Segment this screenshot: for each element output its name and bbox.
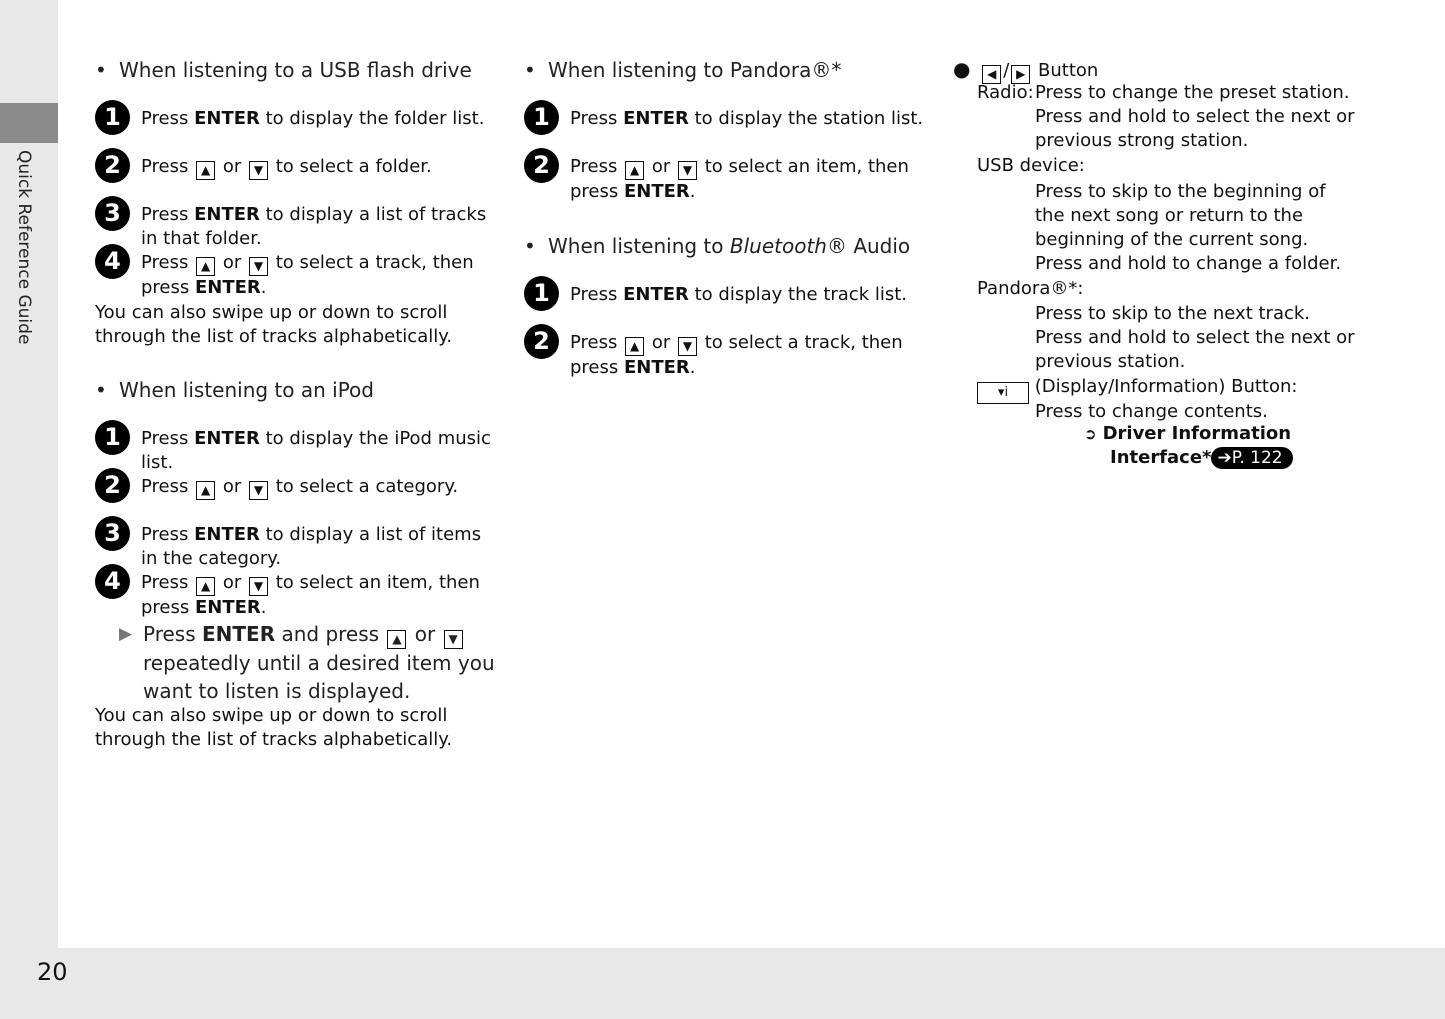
step-number: 2 [524,324,559,359]
xref-interface[interactable]: Interface* ➔P. 122 [1110,446,1293,470]
step-text: Press ▲ or ▼ to select a track, then press ENTER. [570,332,903,378]
step-number: 1 [524,276,559,311]
step-text: Press ENTER to display a list of items in the category. [141,524,482,569]
step-number: 1 [95,100,130,135]
skip-button-heading: ● ◀ / ▶ Button [953,57,1098,84]
usb-device-line-1: Press to skip to the beginning of [1035,181,1326,202]
radio-line-3: previous strong station. [1035,130,1249,151]
usb-heading: • When listening to a USB flash drive [95,58,472,82]
sidebar-section-label: Quick Reference Guide [14,150,34,345]
display-info-icon: ▾i [977,382,1029,404]
step-text: Press ENTER to display the iPod music list. [141,428,491,473]
step-number: 4 [95,564,130,599]
step-number: 2 [95,468,130,503]
right-arrow-icon: ▶ [1011,65,1030,84]
footer-band [0,948,1445,1019]
step-number: 4 [95,244,130,279]
usb-device-line-3: beginning of the current song. [1035,229,1309,250]
step-number: 2 [95,148,130,183]
left-arrow-icon: ◀ [982,65,1001,84]
page-number: 20 [37,958,68,986]
xref-driver-info[interactable]: ➲ Driver Information [1084,423,1292,444]
usb-device-label: USB device: [977,155,1085,176]
pandora-line-1: Press to skip to the next track. [1035,303,1311,324]
usb-note: You can also swipe up or down to scroll through the list of tracks alphabetically. [95,302,453,347]
usb-device-line-2: the next song or return to the [1035,205,1304,226]
page-ref-badge[interactable]: ➔P. 122 [1211,447,1292,469]
step-text: Press ▲ or ▼ to select a track, then press ENTER. [141,252,474,298]
step-text: Press ▲ or ▼ to select a folder. [141,155,501,180]
ipod-note: You can also swipe up or down to scroll through the list of tracks alphabetically. [95,705,453,750]
bluetooth-heading: • When listening to Bluetooth® Audio [524,234,911,258]
triangle-bullet-icon: ▶ [119,624,133,644]
radio-line-2: Press and hold to select the next or [1035,106,1355,127]
up-arrow-icon: ▲ [196,577,215,596]
pandora-line-3: previous station. [1035,351,1186,372]
pandora-label: Pandora®*: [977,278,1084,299]
step-number: 3 [95,196,130,231]
step-text: Press ENTER to display a list of tracks in that folder. [141,204,487,249]
up-arrow-icon: ▲ [387,630,406,649]
up-arrow-icon: ▲ [196,481,215,500]
pandora-line-2: Press and hold to select the next or [1035,327,1355,348]
down-arrow-icon: ▼ [678,161,697,180]
up-arrow-icon: ▲ [625,161,644,180]
pandora-heading: • When listening to Pandora®* [524,58,842,82]
step-number: 2 [524,148,559,183]
down-arrow-icon: ▼ [249,257,268,276]
down-arrow-icon: ▼ [444,630,463,649]
step-text: Press ▲ or ▼ to select an item, then press ENTER. [570,156,909,202]
step-number: 1 [524,100,559,135]
up-arrow-icon: ▲ [196,161,215,180]
down-arrow-icon: ▼ [249,161,268,180]
step-text: Press ENTER to display the station list. [570,108,924,129]
display-info-line: Press to change contents. [1035,401,1268,422]
xref-arrow-icon: ➲ [1084,425,1097,443]
ipod-heading: • When listening to an iPod [95,378,374,402]
up-arrow-icon: ▲ [196,257,215,276]
display-info-heading: ▾i (Display/Information) Button: [977,375,1297,404]
down-arrow-icon: ▼ [249,481,268,500]
step-text: Press ENTER to display the folder list. [141,108,485,129]
section-tab-marker [0,103,58,143]
step-number: 3 [95,516,130,551]
usb-device-line-4: Press and hold to change a folder. [1035,253,1342,274]
radio-label: Radio: [977,82,1034,103]
down-arrow-icon: ▼ [249,577,268,596]
ipod-substep: ▶ Press ENTER and press ▲ or ▼ repeatedly until a desired item you want to listen is displayed. [119,622,495,703]
down-arrow-icon: ▼ [678,337,697,356]
bullet-dot-icon: ● [953,57,971,81]
up-arrow-icon: ▲ [625,337,644,356]
step-text: Press ▲ or ▼ to select an item, then press ENTER. [141,572,480,618]
step-number: 1 [95,420,130,455]
step-text: Press ENTER to display the track list. [570,284,908,305]
radio-line-1: Press to change the preset station. [1035,82,1350,103]
step-text: Press ▲ or ▼ to select a category. [141,475,501,500]
